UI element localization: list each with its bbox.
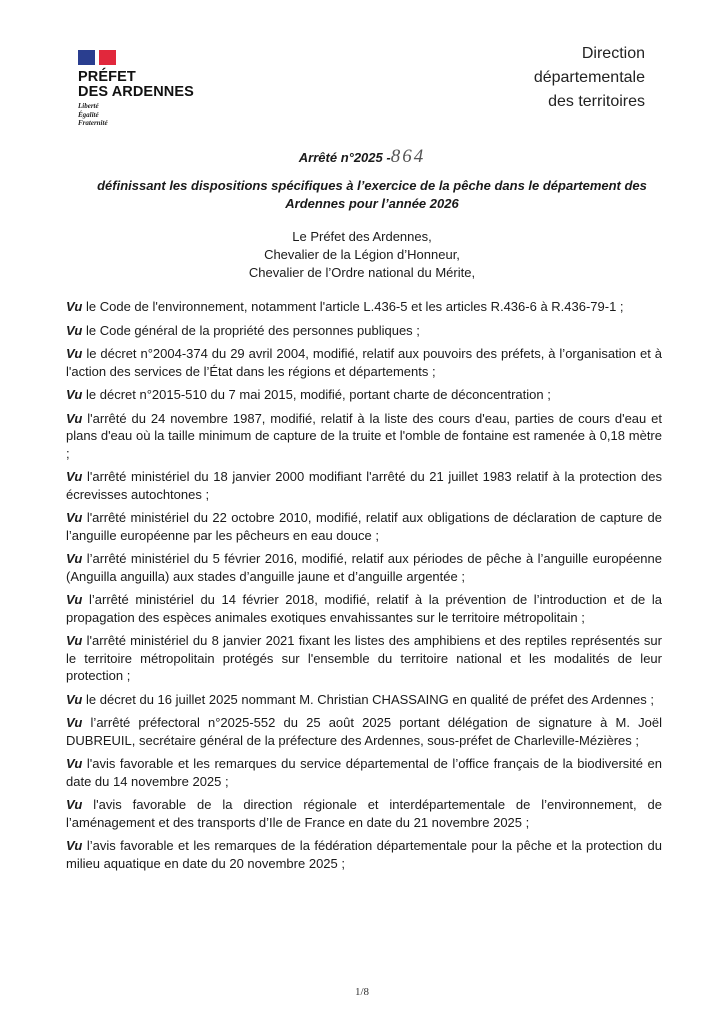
consideration-text: l'avis favorable et les remarques du service départemental de l’office français de la biodiversité en date du 14 novembre 2025 ; bbox=[66, 756, 662, 789]
handwritten-decree-number: 864 bbox=[390, 146, 426, 167]
consideration-text: l’arrêté ministériel du 5 février 2016, modifié, relatif aux périodes de pêche à l’anguille européenne (Anguilla anguilla) aux stades d’anguille jaune et d’anguille argentée ; bbox=[66, 551, 662, 584]
vu-label: Vu bbox=[66, 410, 83, 426]
consideration-text: l’arrêté préfectoral n°2025-552 du 25 août 2025 portant délégation de signature à M. Joël DUBREUIL, secrétaire général de la préfecture des Ardennes, sous-préfet de Charleville-Mézières ; bbox=[66, 715, 662, 748]
prefect-line: Le Préfet des Ardennes, bbox=[292, 229, 432, 244]
vu-label: Vu bbox=[66, 756, 83, 771]
direction-header: Direction départementale des territoires bbox=[533, 45, 645, 110]
vu-label: Vu bbox=[66, 469, 83, 484]
decree-number-prefix: Arrêté n°2025 - bbox=[298, 150, 391, 165]
consideration-text: le décret n°2015-510 du 7 mai 2015, modifié, portant charte de déconcentration ; bbox=[86, 387, 551, 402]
vu-label: Vu bbox=[66, 592, 83, 607]
vu-label: Vu bbox=[66, 346, 83, 361]
consideration-item bbox=[66, 837, 662, 872]
decree-subtitle: définissant les dispositions spécifiques à l’exercice de la pêche dans le département des Ardennes pour l’année 2026 bbox=[97, 178, 647, 211]
vu-label: Vu bbox=[66, 299, 83, 314]
vu-label: Vu bbox=[66, 633, 83, 648]
vu-label: Vu bbox=[66, 510, 83, 525]
prefecture-logo bbox=[78, 50, 194, 128]
consideration-item bbox=[66, 298, 662, 316]
consideration-text: le décret n°2004-374 du 29 avril 2004, modifié, relatif aux pouvoirs des préfets, à l’organisation et à l'action des services de l’État dans les régions et départements ; bbox=[66, 346, 662, 379]
consideration-item bbox=[66, 550, 662, 585]
consideration-item bbox=[66, 591, 662, 626]
republic-motto: Liberté Égalité Fraternité bbox=[78, 102, 108, 127]
consideration-item bbox=[66, 468, 662, 503]
consideration-item bbox=[66, 714, 662, 749]
consideration-item bbox=[66, 691, 662, 709]
consideration-text: l'avis favorable de la direction régionale et interdépartementale de l’environnement, de l’aménagement et des transports d’Ile de France en date du 21 novembre 2025 ; bbox=[66, 797, 662, 830]
french-flag-icon bbox=[78, 50, 116, 65]
prefect-line: Chevalier de la Légion d’Honneur, bbox=[264, 247, 460, 262]
considerations-list bbox=[66, 298, 662, 878]
consideration-item bbox=[66, 796, 662, 831]
institution-name: PRÉFET DES ARDENNES bbox=[78, 69, 194, 100]
consideration-text: l'arrêté ministériel du 22 octobre 2010, modifié, relatif aux obligations de déclaration de capture de l’anguille européenne par les pêcheurs en eau douce ; bbox=[66, 510, 662, 543]
vu-label: Vu bbox=[66, 551, 83, 566]
consideration-text: l'arrêté ministériel du 18 janvier 2000 modifiant l'arrêté du 21 juillet 1983 relatif à la protection des écrevisses autochtones ; bbox=[66, 469, 662, 502]
vu-label: Vu bbox=[66, 715, 83, 730]
consideration-item bbox=[66, 755, 662, 790]
vu-label: Vu bbox=[66, 322, 83, 338]
consideration-text: le décret du 16 juillet 2025 nommant M. Christian CHASSAING en qualité de préfet des Ardennes ; bbox=[86, 691, 654, 707]
decree-title bbox=[0, 146, 724, 168]
consideration-item bbox=[66, 345, 662, 380]
consideration-text: l'arrêté du 24 novembre 1987, modifié, relatif à la liste des cours d'eau, parties de cours d'eau et plans d'eau où la taille minimum de capture de la truite et l'omble de fontaine est ramenée à 0,18 mètre ; bbox=[66, 410, 662, 461]
vu-label: Vu bbox=[66, 797, 83, 812]
consideration-text: le Code de l'environnement, notamment l'article L.436-5 et les articles R.436-6 à R.436-79-1 ; bbox=[86, 299, 624, 314]
prefect-line: Chevalier de l’Ordre national du Mérite, bbox=[248, 265, 476, 280]
consideration-item bbox=[66, 386, 662, 404]
prefect-titles bbox=[0, 228, 724, 282]
page-number: 1/8 bbox=[354, 986, 370, 998]
vu-label: Vu bbox=[66, 387, 83, 402]
consideration-item bbox=[66, 509, 662, 544]
consideration-item bbox=[66, 632, 662, 685]
consideration-item bbox=[66, 322, 662, 340]
consideration-text: le Code général de la propriété des personnes publiques ; bbox=[86, 322, 420, 338]
consideration-text: l'arrêté ministériel du 8 janvier 2021 fixant les listes des amphibiens et des reptiles représentés sur le territoire métropolitain protégés sur l'ensemble du territoire national et les modalités de leur protection ; bbox=[66, 633, 662, 683]
consideration-item bbox=[66, 410, 662, 463]
vu-label: Vu bbox=[66, 838, 83, 853]
vu-label: Vu bbox=[66, 691, 83, 707]
consideration-text: l’avis favorable et les remarques de la fédération départementale pour la pêche et la protection du milieu aquatique en date du 20 novembre 2025 ; bbox=[66, 838, 662, 871]
consideration-text: l’arrêté ministériel du 14 février 2018, modifié, relatif à la prévention de l’introduction et de la propagation des espèces animales exotiques envahissantes sur le territoire métropolitain ; bbox=[66, 592, 662, 625]
